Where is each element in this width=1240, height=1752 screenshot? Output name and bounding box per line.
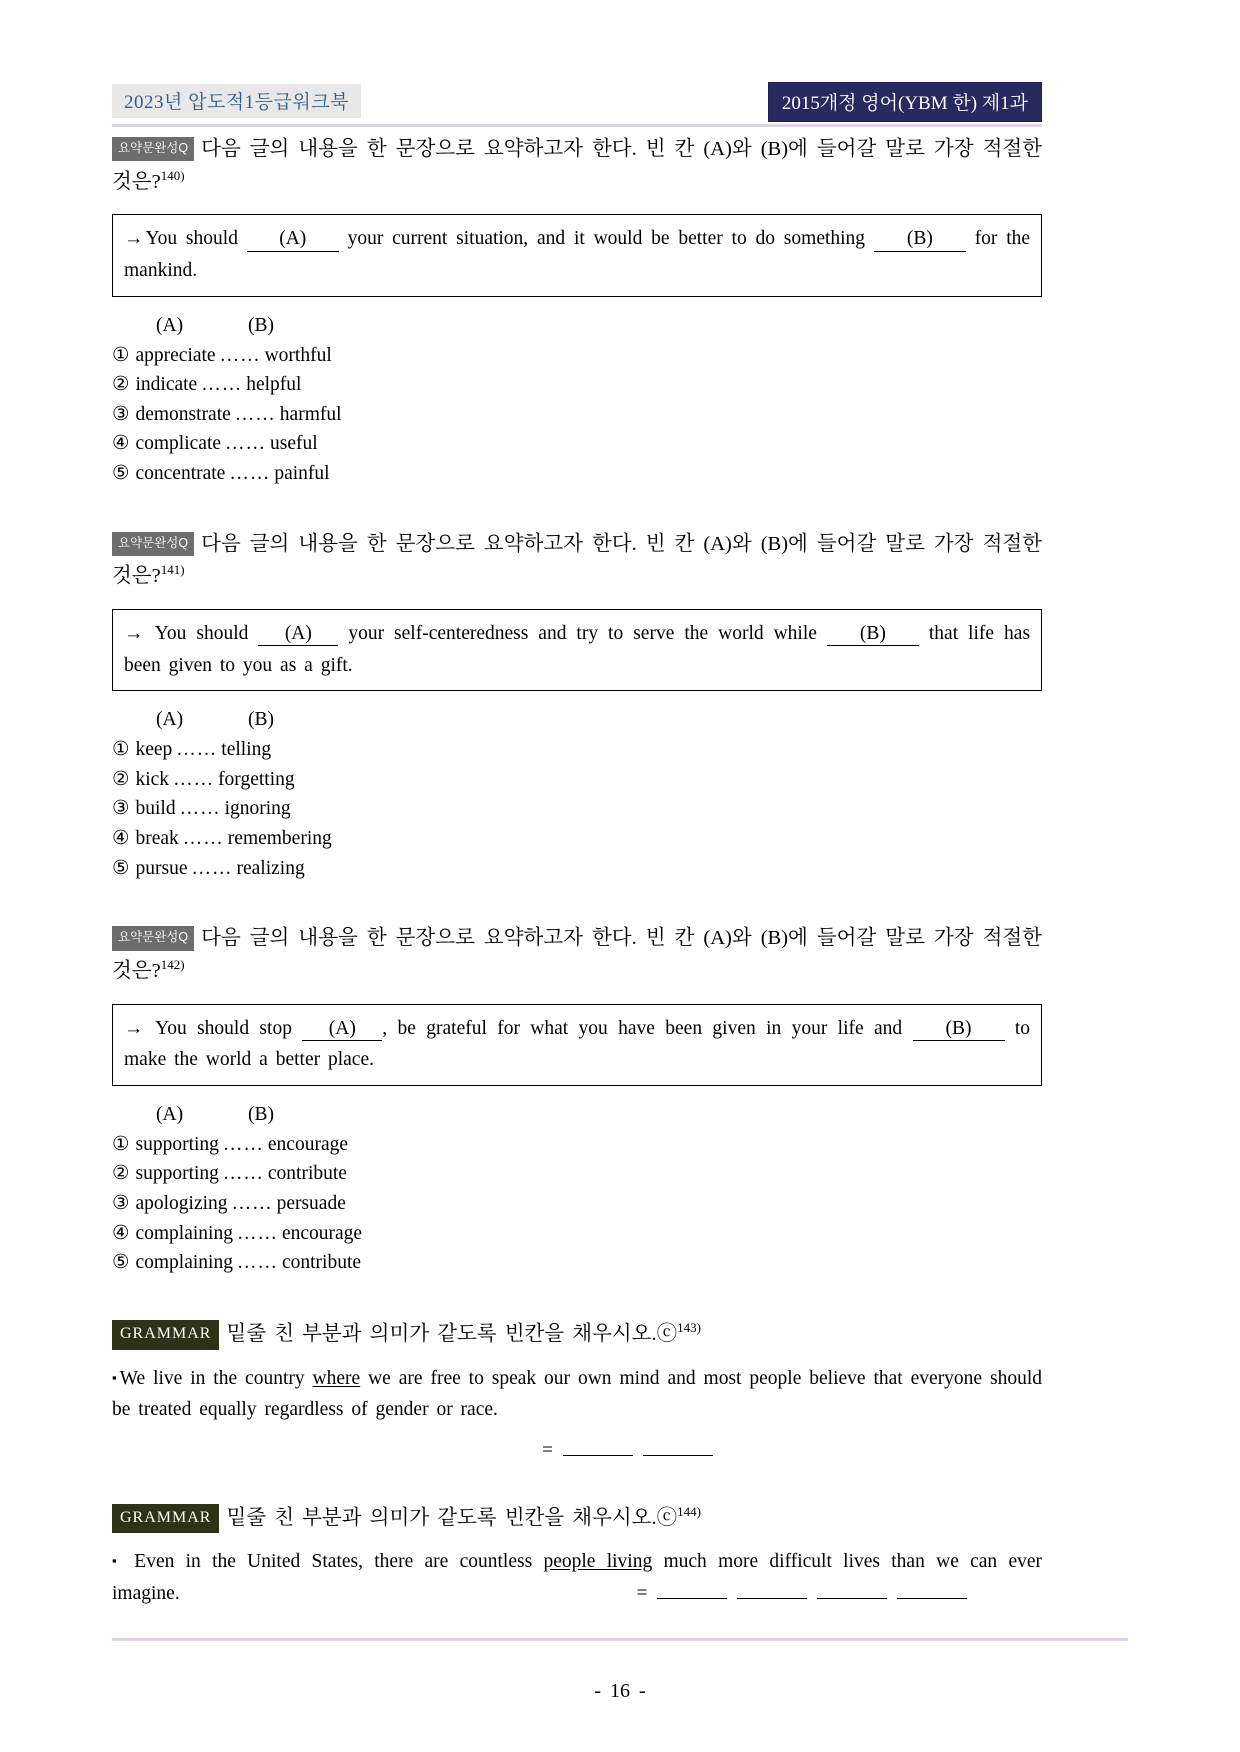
choice-columns-header-140 <box>112 315 1042 337</box>
passage-box-141 <box>112 609 1042 691</box>
column-label-b: (B) <box>248 314 274 336</box>
spacer <box>112 883 1042 923</box>
choice-text-a: break <box>135 828 179 850</box>
page-header <box>112 82 1042 134</box>
answer-blank[interactable] <box>643 1441 713 1456</box>
summary-tag-141: 요약문완성Q <box>112 532 194 556</box>
choice-text-b: persuade <box>276 1193 346 1215</box>
equals-sign: = <box>542 1439 553 1461</box>
choice-text-a: supporting <box>135 1133 219 1155</box>
grammar-sentence-143 <box>112 1363 1042 1426</box>
choice-text-a: indicate <box>135 374 198 396</box>
choice-option[interactable] <box>112 824 1042 854</box>
dots-separator: …… <box>182 828 224 850</box>
copyright-icon: ⓒ <box>656 1322 678 1345</box>
choice-option[interactable] <box>112 1159 1042 1189</box>
choice-number: ① <box>112 739 130 761</box>
choice-number: ③ <box>112 1193 130 1215</box>
passage-box-140 <box>112 214 1042 296</box>
choice-option[interactable] <box>112 1189 1042 1219</box>
choice-text-a: pursue <box>135 857 188 879</box>
choice-number: ③ <box>112 403 130 425</box>
column-label-a: (A) <box>156 314 184 336</box>
choice-list-141 <box>112 735 1042 883</box>
answer-blank[interactable] <box>897 1584 967 1599</box>
copyright-icon: ⓒ <box>656 1506 678 1529</box>
grammar-tag-143: GRAMMAR <box>112 1320 219 1350</box>
dots-separator: …… <box>225 433 267 455</box>
arrow-icon: → <box>124 228 144 250</box>
choice-columns-header-141 <box>112 709 1042 731</box>
dots-separator: …… <box>236 1252 278 1274</box>
stem-text-140: 다음 글의 내용을 한 문장으로 요약하고자 한다. 빈 칸 (A)와 (B)에 들어갈 말로 가장 적절한 것은? <box>112 138 1042 193</box>
choice-number: ③ <box>112 798 130 820</box>
grammar-block-144 <box>112 1502 1042 1610</box>
grammar-instruction-143: 밑줄 친 부분과 의미가 같도록 빈칸을 채우시오. <box>226 1322 657 1345</box>
choice-text-b: forgetting <box>218 768 295 790</box>
page-content <box>112 0 1042 1609</box>
question-stem-142 <box>112 923 1042 987</box>
choice-text-a: apologizing <box>135 1193 228 1215</box>
choice-text-a: supporting <box>135 1163 219 1185</box>
choice-number: ④ <box>112 433 130 455</box>
choice-text-b: contribute <box>281 1252 362 1274</box>
choice-option[interactable] <box>112 341 1042 371</box>
answer-blank-b-142[interactable]: (B) <box>913 1018 1005 1041</box>
spacer <box>112 1278 1042 1318</box>
choice-option[interactable] <box>112 459 1042 489</box>
choice-option[interactable] <box>112 854 1042 884</box>
question-stem-140 <box>112 134 1042 198</box>
choice-number: ⑤ <box>112 1252 130 1274</box>
choice-option[interactable] <box>112 1248 1042 1278</box>
choice-number: ② <box>112 1163 130 1185</box>
dots-separator: …… <box>219 344 261 366</box>
answer-blank[interactable] <box>817 1584 887 1599</box>
passage-part-1: You should stop <box>155 1017 292 1039</box>
choice-text-b: realizing <box>236 857 305 879</box>
square-bullet-icon: ▪ <box>112 1369 117 1385</box>
choice-text-b: telling <box>221 739 272 761</box>
choice-option[interactable] <box>112 1219 1042 1249</box>
header-divider <box>112 124 1042 127</box>
passage-part-1: You should <box>145 228 238 250</box>
sentence-pre: Even in the United States, there are countless <box>134 1551 544 1573</box>
choice-text-a: complaining <box>135 1222 233 1244</box>
answer-blank-b-141[interactable]: (B) <box>827 623 919 646</box>
choice-text-a: concentrate <box>135 463 226 485</box>
choice-text-b: worthful <box>264 344 332 366</box>
answer-blank-b-140[interactable]: (B) <box>874 228 966 251</box>
question-block-140 <box>112 134 1042 489</box>
grammar-instruction-144: 밑줄 친 부분과 의미가 같도록 빈칸을 채우시오. <box>226 1506 657 1529</box>
answer-line-143 <box>112 1440 1042 1462</box>
passage-part-3: to make the world a better place. <box>124 1017 1031 1071</box>
answer-blank[interactable] <box>657 1584 727 1599</box>
choice-number: ① <box>112 344 130 366</box>
choice-number: ② <box>112 374 130 396</box>
passage-box-142 <box>112 1004 1042 1086</box>
summary-tag-140: 요약문완성Q <box>112 137 194 161</box>
question-number-143: 143) <box>677 1319 701 1335</box>
choice-number: ② <box>112 768 130 790</box>
grammar-sentence-144 <box>112 1546 1042 1609</box>
passage-part-1: You should <box>154 623 249 644</box>
sentence-post: much more difficult lives than we can ever imagine. <box>112 1551 1043 1604</box>
footer-divider <box>112 1638 1128 1641</box>
passage-part-2: , be grateful for what you have been given in your life and <box>382 1017 903 1039</box>
grammar-stem-143 <box>112 1318 1042 1351</box>
stem-text-141: 다음 글의 내용을 한 문장으로 요약하고자 한다. 빈 칸 (A)와 (B)에 들어갈 말로 가장 적절한 것은? <box>112 532 1042 588</box>
choice-text-b: encourage <box>281 1222 363 1244</box>
choice-list-142 <box>112 1130 1042 1278</box>
choice-text-b: encourage <box>267 1133 349 1155</box>
column-label-b: (B) <box>248 709 274 731</box>
answer-blank-a-140[interactable]: (A) <box>247 228 339 251</box>
spacer <box>112 489 1042 529</box>
question-number-142: 142) <box>160 957 185 973</box>
choice-columns-header-142 <box>112 1104 1042 1126</box>
sentence-pre: We live in the country <box>119 1367 313 1389</box>
dots-separator: …… <box>234 403 276 425</box>
dots-separator: …… <box>191 857 233 879</box>
summary-tag-142: 요약문완성Q <box>112 926 194 950</box>
choice-text-b: helpful <box>246 374 302 396</box>
answer-blank[interactable] <box>563 1441 633 1456</box>
passage-part-3: for the mankind. <box>124 228 1031 281</box>
dots-separator: …… <box>176 739 218 761</box>
choice-option[interactable] <box>112 765 1042 795</box>
choice-text-a: keep <box>135 739 173 761</box>
question-block-142 <box>112 923 1042 1278</box>
underlined-phrase: where <box>312 1367 361 1389</box>
choice-option[interactable] <box>112 794 1042 824</box>
equals-sign: = <box>636 1582 648 1604</box>
underlined-phrase: people living <box>543 1551 653 1573</box>
choice-option[interactable] <box>112 1130 1042 1160</box>
passage-part-2: your current situation, and it would be better to do something <box>347 228 866 250</box>
question-block-141 <box>112 529 1042 884</box>
choice-number: ⑤ <box>112 857 130 879</box>
workbook-title-badge: 2023년 압도적1등급워크북 <box>112 84 361 118</box>
choice-text-b: ignoring <box>224 798 291 820</box>
choice-text-b: contribute <box>267 1163 347 1185</box>
grammar-tag-144: GRAMMAR <box>112 1504 219 1534</box>
choice-number: ④ <box>112 828 130 850</box>
question-number-144: 144) <box>677 1503 701 1519</box>
choice-option[interactable] <box>112 400 1042 430</box>
choice-text-b: painful <box>274 463 330 485</box>
square-bullet-icon: ▪ <box>112 1553 121 1569</box>
dots-separator: …… <box>229 463 271 485</box>
choice-text-b: harmful <box>279 403 342 425</box>
choice-text-a: demonstrate <box>135 403 231 425</box>
grammar-block-143 <box>112 1318 1042 1462</box>
dots-separator: …… <box>179 798 221 820</box>
choice-number: ① <box>112 1133 130 1155</box>
column-label-a: (A) <box>156 709 184 731</box>
dots-separator: …… <box>173 768 215 790</box>
choice-option[interactable] <box>112 429 1042 459</box>
choice-text-a: complaining <box>135 1252 233 1274</box>
choice-text-a: kick <box>135 768 170 790</box>
question-stem-141 <box>112 529 1042 593</box>
spacer <box>112 1462 1042 1502</box>
choice-text-a: appreciate <box>135 344 216 366</box>
dots-separator: …… <box>222 1163 264 1185</box>
choice-text-b: useful <box>270 433 318 455</box>
arrow-icon: → <box>124 1017 144 1039</box>
dots-separator: …… <box>201 374 243 396</box>
choice-text-a: build <box>135 798 176 820</box>
choice-list-140 <box>112 341 1042 489</box>
question-number-141: 141) <box>160 562 185 578</box>
answer-blank[interactable] <box>737 1584 807 1599</box>
choice-text-b: remembering <box>227 828 332 850</box>
choice-option[interactable] <box>112 370 1042 400</box>
answer-blank-a-142[interactable]: (A) <box>302 1018 382 1041</box>
dots-separator: …… <box>231 1193 273 1215</box>
curriculum-badge: 2015개정 영어(YBM 한) 제1과 <box>768 82 1042 122</box>
column-label-b: (B) <box>248 1103 274 1125</box>
arrow-icon: → <box>124 623 144 644</box>
answer-blank-a-141[interactable]: (A) <box>258 623 338 646</box>
page-number: - 16 - <box>594 1680 646 1702</box>
answer-line-144 <box>180 1578 968 1610</box>
stem-text-142: 다음 글의 내용을 한 문장으로 요약하고자 한다. 빈 칸 (A)와 (B)에 들어갈 말로 가장 적절한 것은? <box>112 927 1042 982</box>
passage-part-2: your self-centeredness and try to serve the world while <box>348 623 817 644</box>
dots-separator: …… <box>222 1133 264 1155</box>
question-number-140: 140) <box>160 167 185 183</box>
choice-option[interactable] <box>112 735 1042 765</box>
choice-text-a: complicate <box>135 433 222 455</box>
choice-number: ⑤ <box>112 463 130 485</box>
dots-separator: …… <box>236 1222 278 1244</box>
passage-part-3: that life has been given to you as a gift. <box>124 623 1031 676</box>
sentence-post: we are free to speak our own mind and most people believe that everyone should be treated equally regardless of gender or race. <box>112 1367 1043 1421</box>
column-label-a: (A) <box>156 1103 184 1125</box>
choice-number: ④ <box>112 1222 130 1244</box>
grammar-stem-144 <box>112 1502 1042 1535</box>
